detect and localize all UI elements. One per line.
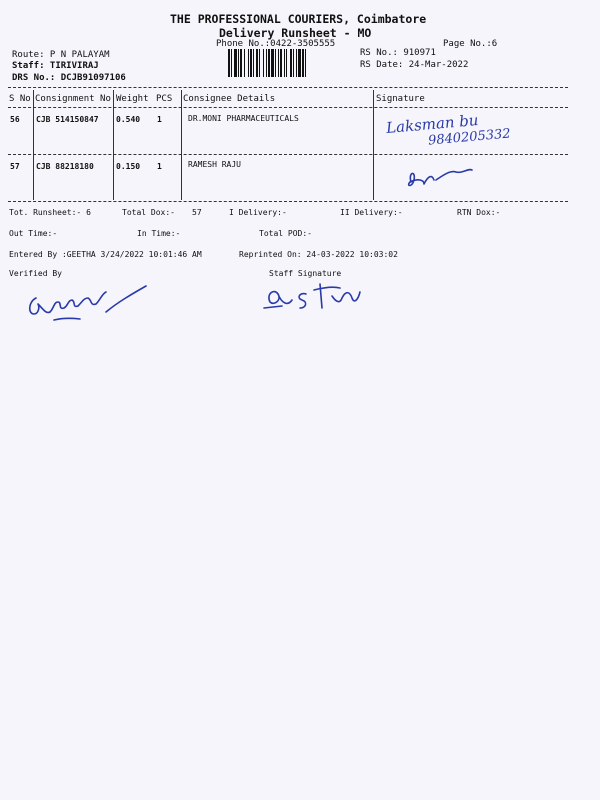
barcode-bar (298, 49, 301, 77)
barcode-bar (259, 49, 260, 77)
barcode-bar (253, 49, 254, 77)
barcode-bar (271, 49, 274, 77)
verified-by-label: Verified By (9, 269, 62, 278)
route-label: Route: P N PALAYAM (12, 50, 110, 60)
barcode-bar (238, 49, 239, 77)
column-header-consignment: Consignment No (35, 94, 111, 104)
total-dox-label: Total Dox:- (122, 208, 175, 217)
row-weight: 0.150 (116, 162, 141, 171)
barcode-bar (263, 49, 264, 77)
table-bottom-rule (8, 201, 568, 202)
table-header-rule (8, 107, 568, 108)
total-dox-value: 57 (192, 208, 202, 217)
barcode-bar (228, 49, 230, 77)
barcode-bar (278, 49, 279, 77)
column-header-consignee: Consignee Details (183, 94, 276, 104)
barcode-bar (284, 49, 285, 77)
row-consignee: DR.MONI PHARMACEUTICALS (188, 114, 299, 123)
column-header-signature: Signature (376, 94, 425, 104)
barcode-bar (266, 49, 267, 77)
phone-number: Phone No.:0422-3505555 (216, 39, 336, 49)
column-divider (113, 90, 114, 200)
entered-by: Entered By :GEETHA 3/24/2022 10:01:46 AM (9, 250, 202, 259)
barcode-bar (286, 49, 287, 77)
handwritten-receiver-phone: 9840205332 (427, 126, 512, 149)
table-top-rule (8, 87, 568, 88)
staff-label: Staff: TIRIVIRAJ (12, 61, 99, 71)
column-divider (181, 90, 182, 200)
handwritten-receiver-name: Laksman bu (385, 111, 480, 137)
company-name: THE PROFESSIONAL COURIERS, Coimbatore (170, 12, 427, 26)
row-pcs: 1 (157, 115, 162, 124)
barcode-bar (290, 49, 292, 77)
barcode-bar (256, 49, 258, 77)
barcode-bar (275, 49, 276, 77)
staff-signature-image (262, 274, 372, 316)
barcode-bar (240, 49, 242, 77)
column-header-sno: S No (9, 94, 31, 104)
row-sno: 56 (10, 115, 20, 124)
barcode-bar (268, 49, 270, 77)
staff-signature-label: Staff Signature (269, 269, 342, 278)
barcode-image (228, 49, 354, 77)
barcode-bar (248, 49, 249, 77)
barcode-bar (244, 49, 245, 77)
total-pod: Total POD:- (259, 229, 312, 238)
row-pcs: 1 (157, 162, 162, 171)
row-consignee: RAMESH RAJU (188, 160, 241, 169)
row-weight: 0.540 (116, 115, 141, 124)
verified-by-signature (22, 280, 162, 328)
row-divider (8, 154, 568, 155)
barcode-bar (250, 49, 252, 77)
out-time: Out Time:- (9, 229, 58, 238)
row-sno: 57 (10, 162, 20, 171)
column-header-weight: Weight (116, 94, 149, 104)
total-runsheet: Tot. Runsheet:- 6 (9, 208, 91, 217)
document-title: Delivery Runsheet - MO (219, 26, 372, 40)
in-time: In Time:- (137, 229, 181, 238)
barcode-bar (302, 49, 304, 77)
rtn-dox: RTN Dox:- (457, 208, 501, 217)
barcode-bar (234, 49, 237, 77)
page-number: Page No.:6 (443, 39, 498, 49)
column-divider (33, 90, 34, 200)
drs-number: DRS No.: DCJB91097106 (12, 73, 126, 83)
column-header-pcs: PCS (156, 94, 173, 104)
barcode-bar (280, 49, 282, 77)
i-delivery: I Delivery:- (229, 208, 287, 217)
reprinted-on: Reprinted On: 24-03-2022 10:03:02 (239, 250, 398, 259)
row-consignment-no: CJB 88218180 (36, 162, 94, 171)
barcode-bar (293, 49, 294, 77)
signature-image (402, 160, 482, 192)
ii-delivery: II Delivery:- (340, 208, 403, 217)
barcode-bar (231, 49, 232, 77)
row-consignment-no: CJB 514150847 (36, 115, 99, 124)
barcode-bar (296, 49, 297, 77)
rs-number: RS No.: 910971 (360, 48, 436, 58)
barcode-bar (305, 49, 306, 77)
column-divider (373, 90, 374, 200)
rs-date: RS Date: 24-Mar-2022 (360, 60, 469, 70)
